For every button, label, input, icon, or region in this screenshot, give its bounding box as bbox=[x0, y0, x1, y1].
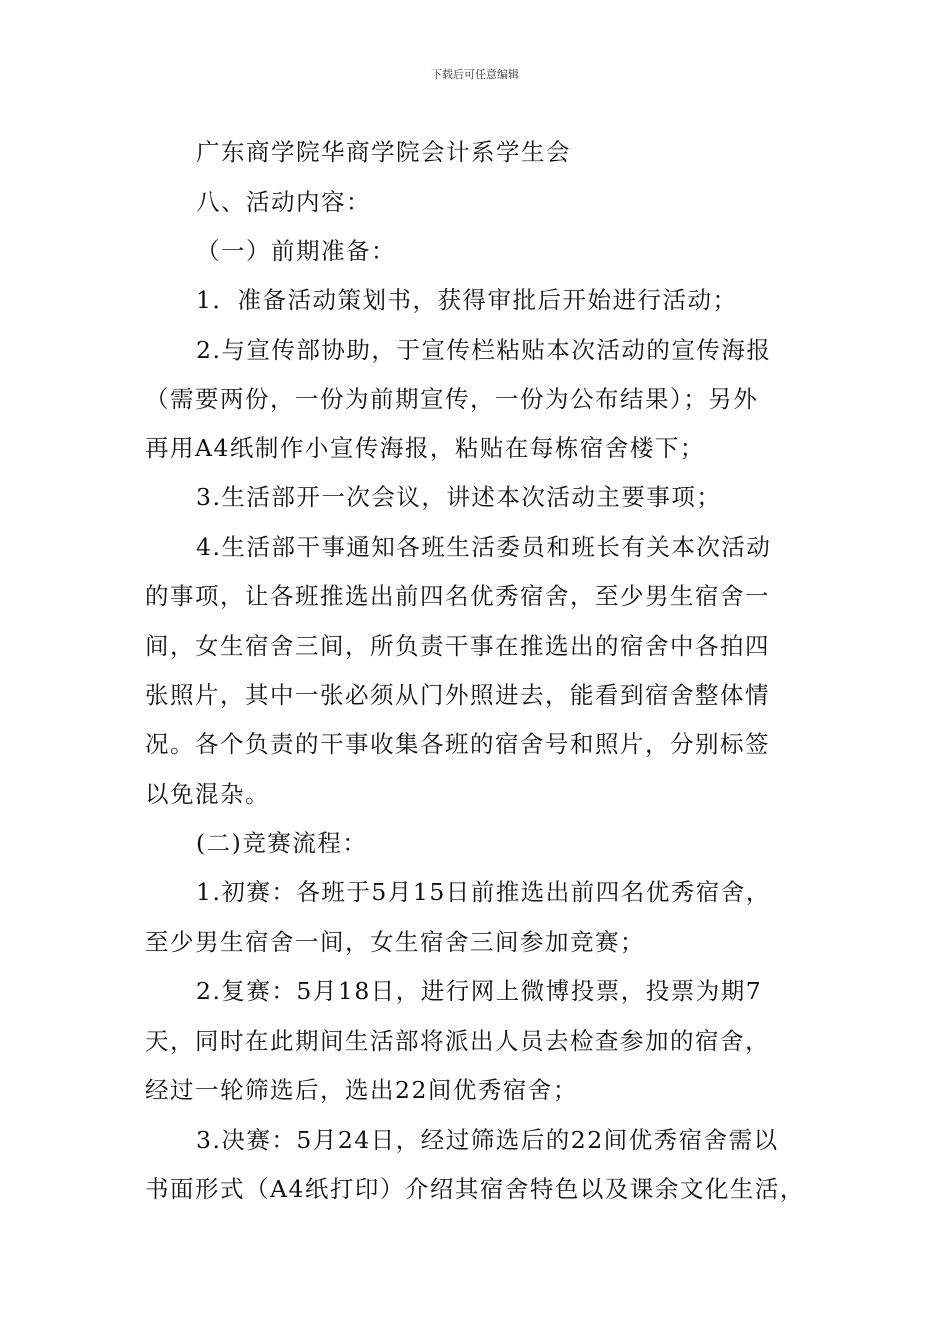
paragraph-line: 间，女生宿舍三间，所负责干事在推选出的宿舍中各拍四 bbox=[145, 632, 770, 660]
subsection-heading: (二)竞赛流程： bbox=[196, 829, 368, 857]
subsection-heading: （一）前期准备： bbox=[196, 237, 396, 265]
paragraph-line: 再用A4纸制作小宣传海报，粘贴在每栋宿舍楼下； bbox=[145, 434, 705, 462]
paragraph-line: 以免混杂。 bbox=[145, 780, 270, 808]
paragraph-line: 至少男生宿舍一间，女生宿舍三间参加竞赛； bbox=[145, 928, 645, 956]
org-title: 广东商学院华商学院会计系学生会 bbox=[196, 138, 571, 166]
paragraph-line: （需要两份，一份为前期宣传，一份为公布结果）；另外 bbox=[145, 385, 759, 413]
paragraph-line: 经过一轮筛选后，选出22间优秀宿舍； bbox=[145, 1076, 578, 1104]
paragraph-line: 天，同时在此期间生活部将派出人员去检查参加的宿舍， bbox=[145, 1027, 770, 1055]
section-heading: 八、活动内容： bbox=[196, 188, 371, 216]
paragraph-line: 张照片，其中一张必须从门外照进去，能看到宿舍整体情 bbox=[145, 681, 770, 709]
paragraph-line: 3.生活部开一次会议，讲述本次活动主要事项； bbox=[196, 483, 722, 511]
paragraph-line: 3.决赛：5月24日，经过筛选后的22间优秀宿舍需以 bbox=[196, 1126, 779, 1154]
paragraph-line: 1．准备活动策划书，获得审批后开始进行活动； bbox=[196, 286, 738, 314]
paragraph-line: 况。各个负责的干事收集各班的宿舍号和照片，分别标签 bbox=[145, 730, 770, 758]
header-note: 下载后可任意编辑 bbox=[431, 68, 519, 81]
paragraph-line: 2.复赛：5月18日，进行网上微博投票，投票为期7 bbox=[196, 977, 763, 1005]
paragraph-line: 1.初赛：各班于5月15日前推选出前四名优秀宿舍， bbox=[196, 878, 771, 906]
paragraph-line: 的事项，让各班推选出前四名优秀宿舍，至少男生宿舍一 bbox=[145, 582, 770, 610]
paragraph-line: 书面形式（A4纸打印）介绍其宿舍特色以及课余文化生活， bbox=[145, 1175, 805, 1203]
paragraph-line: 4.生活部干事通知各班生活委员和班长有关本次活动 bbox=[196, 533, 772, 561]
paragraph-line: 2.与宣传部协助，于宣传栏粘贴本次活动的宣传海报 bbox=[196, 336, 772, 364]
